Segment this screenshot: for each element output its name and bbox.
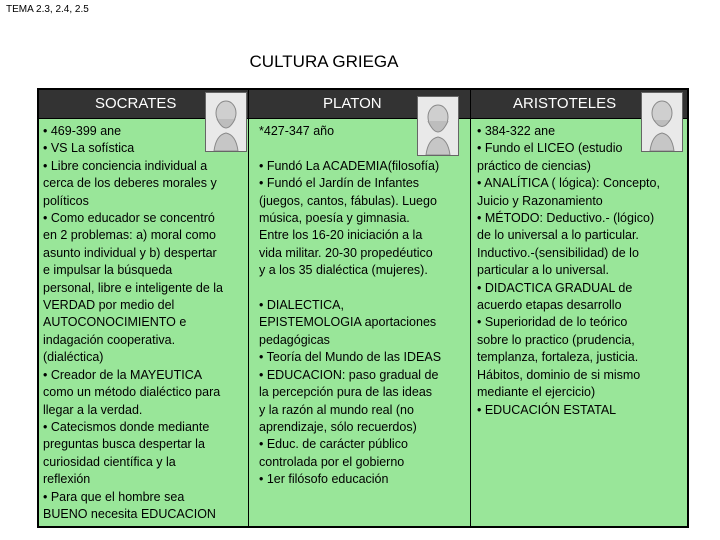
column-body-aristoteles bbox=[471, 119, 687, 526]
column-text-platon: *427-347 año • Fundó La ACADEMIA(filosofía) • Fundó el Jardín de Infantes (juegos, cantos, fábulas). Luego música, poesía y gimnasia. Entre los 16-20 iniciación a la vida militar. 20-30 propedéutico y a los 35 dialéctica (mujeres). • DIALECTICA, EPISTEMOLOGIA aportaciones pedagógicas • Teoría del Mundo de las IDEAS • EDUCACION: paso gradual de la percepción pura de las ideas y la razón al mundo real (no aprendizaje, sólo recuerdos) • Educ. de carácter público controlada por el gobierno • 1er filósofo educación bbox=[259, 124, 442, 487]
comparison-table bbox=[37, 88, 689, 528]
column-platon bbox=[249, 90, 471, 526]
column-title-socrates: SOCRATES bbox=[95, 95, 177, 112]
column-socrates bbox=[39, 90, 249, 526]
column-body-socrates bbox=[39, 119, 248, 526]
aristoteles-bust-icon bbox=[641, 92, 683, 152]
column-aristoteles bbox=[471, 90, 687, 526]
column-text-socrates: • 469-399 ane • VS La sofística • Libre conciencia individual a cerca de los deberes morales y políticos • Como educador se concentró en 2 problemas: a) moral como asunto individual y b) despertar e impulsar la búsqueda personal, libre e inteligente de la VERDAD por medio del AUTOCONOCIMIENTO e indagación cooperativa. (dialéctica) • Creador de la MAYEUTICA como un método dialéctico para llegar a la verdad. • Catecismos donde mediante preguntas busca despertar la curiosidad científica y la reflexión • Para que el hombre sea BUENO necesita EDUCACION bbox=[43, 124, 223, 521]
page-title: CULTURA GRIEGA bbox=[249, 52, 399, 71]
column-text-aristoteles: • 384-322 ane • Fundo el LICEO (estudio práctico de ciencias) • ANALÍTICA ( lógica): Concepto, Juicio y Razonamiento • MÉTODO: Deductivo.- (lógico) de lo universal a lo particular. Inductivo.-(sensibilidad) de lo particular a lo universal. • DIDACTICA GRADUAL de acuerdo etapas desarrollo • Superioridad de lo teórico sobre lo practico (prudencia, templanza, fortaleza, justicia. Hábitos, dominio de si mismo mediante el ejercicio) • EDUCACIÓN ESTATAL bbox=[477, 124, 660, 417]
column-title-aristoteles: ARISTOTELES bbox=[513, 95, 617, 112]
platon-bust-icon bbox=[417, 96, 459, 156]
socrates-bust-icon bbox=[205, 92, 247, 152]
column-title-platon: PLATON bbox=[323, 95, 382, 112]
column-body-platon bbox=[249, 119, 470, 526]
topic-label: TEMA 2.3, 2.4, 2.5 bbox=[6, 4, 89, 15]
